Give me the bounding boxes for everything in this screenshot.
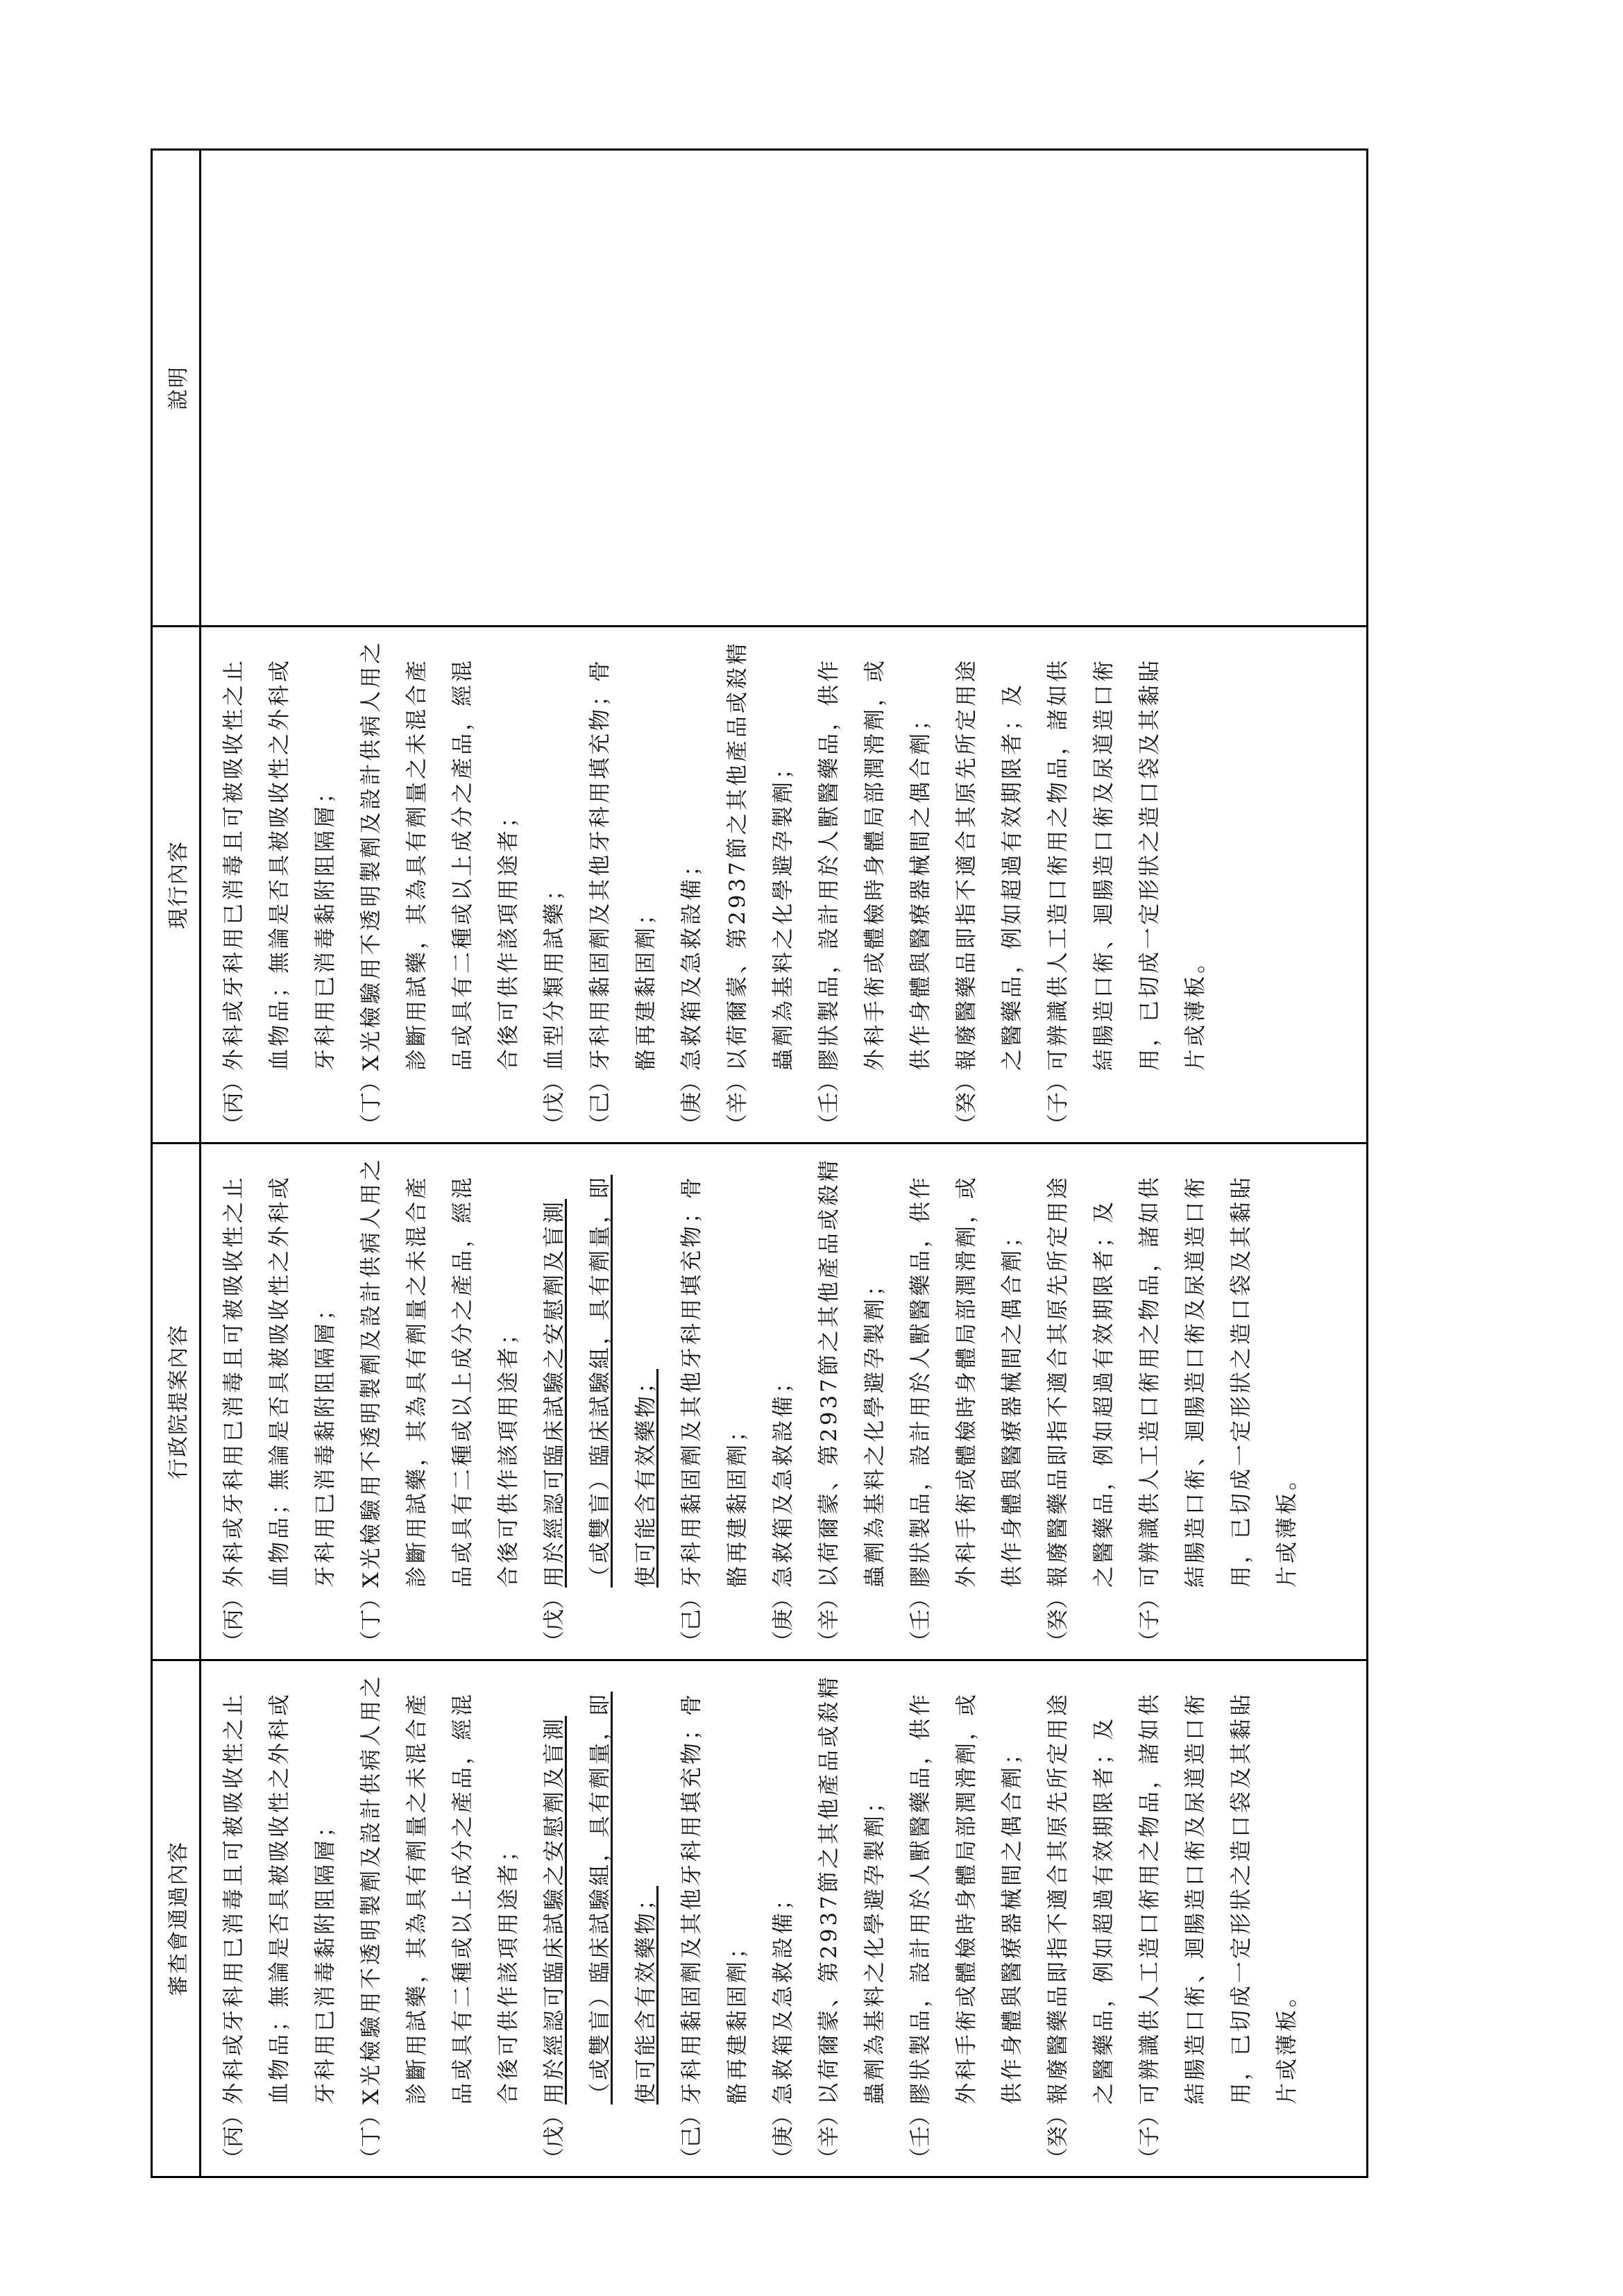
list-item (532, 637, 577, 1135)
list-item (715, 637, 806, 1135)
item-text: 急救箱及急救設備； (771, 1369, 796, 1588)
item-label: （戊） (542, 1071, 567, 1135)
column-header (153, 1661, 201, 2176)
amended-text: 用於經認可臨床試驗之安慰劑及盲測（或雙盲）臨床試驗組，具有劑量，即使可能含有效藥物； (542, 1175, 658, 1588)
item-text: 報廢醫藥品即指不適合其原先所定用途之醫藥品，例如超過有效期限者；及 (954, 658, 1025, 1071)
item-text: 膠狀製品，設計用於人獸醫藥品，供作外科手術或體檢時身體局部潤滑劑，或供作身體與醫療器械間之偶合劑； (817, 658, 933, 1071)
list-item (1035, 1154, 1127, 1652)
item-label: （己） (679, 2104, 704, 2169)
list-item (806, 1671, 898, 2169)
item-label: （辛） (817, 2104, 842, 2169)
header-notes: 說明 (166, 366, 191, 410)
list-item (898, 1154, 1035, 1652)
list-item (806, 637, 944, 1135)
item-label: （子） (1137, 2104, 1162, 2169)
list-item (577, 637, 669, 1135)
list-item (1127, 1671, 1310, 2169)
item-text: 牙科用黏固劑及其他牙科用填充物；骨骼再建黏固劑； (679, 1175, 750, 1588)
item-label: （丙） (221, 2104, 246, 2169)
item-text: 可辨識供人工造口術用之物品，諸如供結腸造口術、迴腸造口術及尿道造口術用，已切成一定形狀之造口袋及其黏貼片或薄板。 (1137, 1175, 1300, 1588)
item-text: 報廢醫藥品即指不適合其原先所定用途之醫藥品，例如超過有效期限者；及 (1046, 1175, 1116, 1588)
item-text: 外科或牙科用已消毒且可被吸收性之止血物品；無論是否具被吸收性之外科或牙科用已消毒黏附阻隔層； (221, 1692, 338, 2104)
amended-text: 用於經認可臨床試驗之安慰劑及盲測（或雙盲）臨床試驗組，具有劑量，即使可能含有效藥物； (542, 1692, 658, 2104)
item-text: X光檢驗用不透明製劑及設計供病人用之診斷用試藥，其為具有劑量之未混合產品或具有二種或以上成分之產品，經混合後可供作該項用途者； (359, 1673, 521, 2104)
item-label: （壬） (908, 1588, 933, 1652)
notes-body (201, 151, 1366, 625)
item-label: （庚） (771, 1588, 796, 1652)
item-label: （辛） (817, 1588, 842, 1652)
item-label: （丙） (221, 1071, 246, 1135)
item-label: （癸） (954, 1071, 979, 1135)
list-item (211, 1671, 348, 2169)
list-item (760, 1154, 806, 1652)
item-text: 可辨識供人工造口術用之物品，諸如供結腸造口術、迴腸造口術及尿道造口術用，已切成一定形狀之造口袋及其黏貼片或薄板。 (1137, 1692, 1300, 2104)
item-text: 牙科用黏固劑及其他牙科用填充物；骨骼再建黏固劑； (679, 1692, 750, 2104)
column-body (201, 627, 1366, 1142)
item-label: （壬） (817, 1071, 842, 1135)
column-header (153, 627, 201, 1142)
item-text: 外科或牙科用已消毒且可被吸收性之止血物品；無論是否具被吸收性之外科或牙科用已消毒黏附阻隔層； (221, 1175, 338, 1588)
item-label: （子） (1046, 1071, 1071, 1135)
list-item (532, 1154, 669, 1652)
list-item (348, 1154, 532, 1652)
item-text (532, 1154, 669, 1588)
item-label: （辛） (725, 1071, 750, 1135)
list-item (1035, 637, 1218, 1135)
list-item (669, 1671, 760, 2169)
list-item (669, 1154, 760, 1652)
list-item (898, 1671, 1035, 2169)
item-text: 膠狀製品，設計用於人獸醫藥品，供作外科手術或體檢時身體局部潤滑劑，或供作身體與醫療器械間之偶合劑； (908, 1692, 1025, 2104)
item-text: 外科或牙科用已消毒且可被吸收性之止血物品；無論是否具被吸收性之外科或牙科用已消毒黏附阻隔層； (221, 658, 338, 1071)
column-committee-approved (153, 1659, 1366, 2176)
item-label: （癸） (1046, 2104, 1071, 2169)
header-committee-approved: 審查會通過內容 (166, 1841, 191, 1996)
list-item (211, 1154, 348, 1652)
item-text: 可辨識供人工造口術用之物品，諸如供結腸造口術、迴腸造口術及尿道造口術用，已切成一定形狀之造口袋及其黏貼片或薄板。 (1046, 658, 1208, 1071)
column-header (153, 151, 201, 625)
column-body (201, 1144, 1366, 1659)
item-label: （庚） (771, 2104, 796, 2169)
list-item (669, 637, 715, 1135)
list-item (1127, 1154, 1310, 1652)
item-text: 血型分類用試藥； (542, 876, 567, 1071)
item-label: （丁） (359, 1588, 384, 1652)
item-label: （子） (1137, 1588, 1162, 1652)
item-label: （己） (679, 1588, 704, 1652)
list-item (348, 1671, 532, 2169)
item-label: （戊） (542, 1588, 567, 1652)
list-item (348, 637, 532, 1135)
list-item (532, 1671, 669, 2169)
header-executive-proposal: 行政院提案內容 (166, 1324, 191, 1479)
column-executive-proposal (153, 1142, 1366, 1659)
item-label: （丁） (359, 2104, 384, 2169)
item-text: 以荷爾蒙、第2937節之其他產品或殺精蟲劑為基料之化學避孕製劑； (817, 1157, 887, 1588)
item-text: 以荷爾蒙、第2937節之其他產品或殺精蟲劑為基料之化學避孕製劑； (817, 1674, 887, 2104)
item-text: X光檢驗用不透明製劑及設計供病人用之診斷用試藥，其為具有劑量之未混合產品或具有二種或以上成分之產品，經混合後可供作該項用途者； (359, 639, 521, 1071)
comparison-table (151, 148, 1368, 2178)
item-label: （丙） (221, 1588, 246, 1652)
item-label: （己） (588, 1071, 613, 1135)
column-notes (153, 151, 1366, 625)
item-label: （庚） (679, 1071, 704, 1135)
column-header (153, 1144, 201, 1659)
header-current: 現行內容 (166, 840, 191, 929)
item-text: 報廢醫藥品即指不適合其原先所定用途之醫藥品，例如超過有效期限者；及 (1046, 1692, 1116, 2104)
list-item (944, 637, 1035, 1135)
item-label: （壬） (908, 2104, 933, 2169)
list-item (1035, 1671, 1127, 2169)
column-current (153, 625, 1366, 1142)
item-text: 膠狀製品，設計用於人獸醫藥品，供作外科手術或體檢時身體局部潤滑劑，或供作身體與醫療器械間之偶合劑； (908, 1175, 1025, 1588)
item-text: 急救箱及急救設備； (771, 1886, 796, 2104)
item-label: （戊） (542, 2104, 567, 2169)
item-text (532, 1671, 669, 2104)
item-text: X光檢驗用不透明製劑及設計供病人用之診斷用試藥，其為具有劑量之未混合產品或具有二種或以上成分之產品，經混合後可供作該項用途者； (359, 1156, 521, 1588)
column-body (201, 1661, 1366, 2176)
item-text: 牙科用黏固劑及其他牙科用填充物；骨骼再建黏固劑； (588, 658, 658, 1071)
list-item (760, 1671, 806, 2169)
item-text: 以荷爾蒙、第2937節之其他產品或殺精蟲劑為基料之化學避孕製劑； (725, 640, 796, 1071)
list-item (211, 637, 348, 1135)
list-item (806, 1154, 898, 1652)
item-text: 急救箱及急救設備； (679, 852, 704, 1071)
item-label: （癸） (1046, 1588, 1071, 1652)
item-label: （丁） (359, 1071, 384, 1135)
